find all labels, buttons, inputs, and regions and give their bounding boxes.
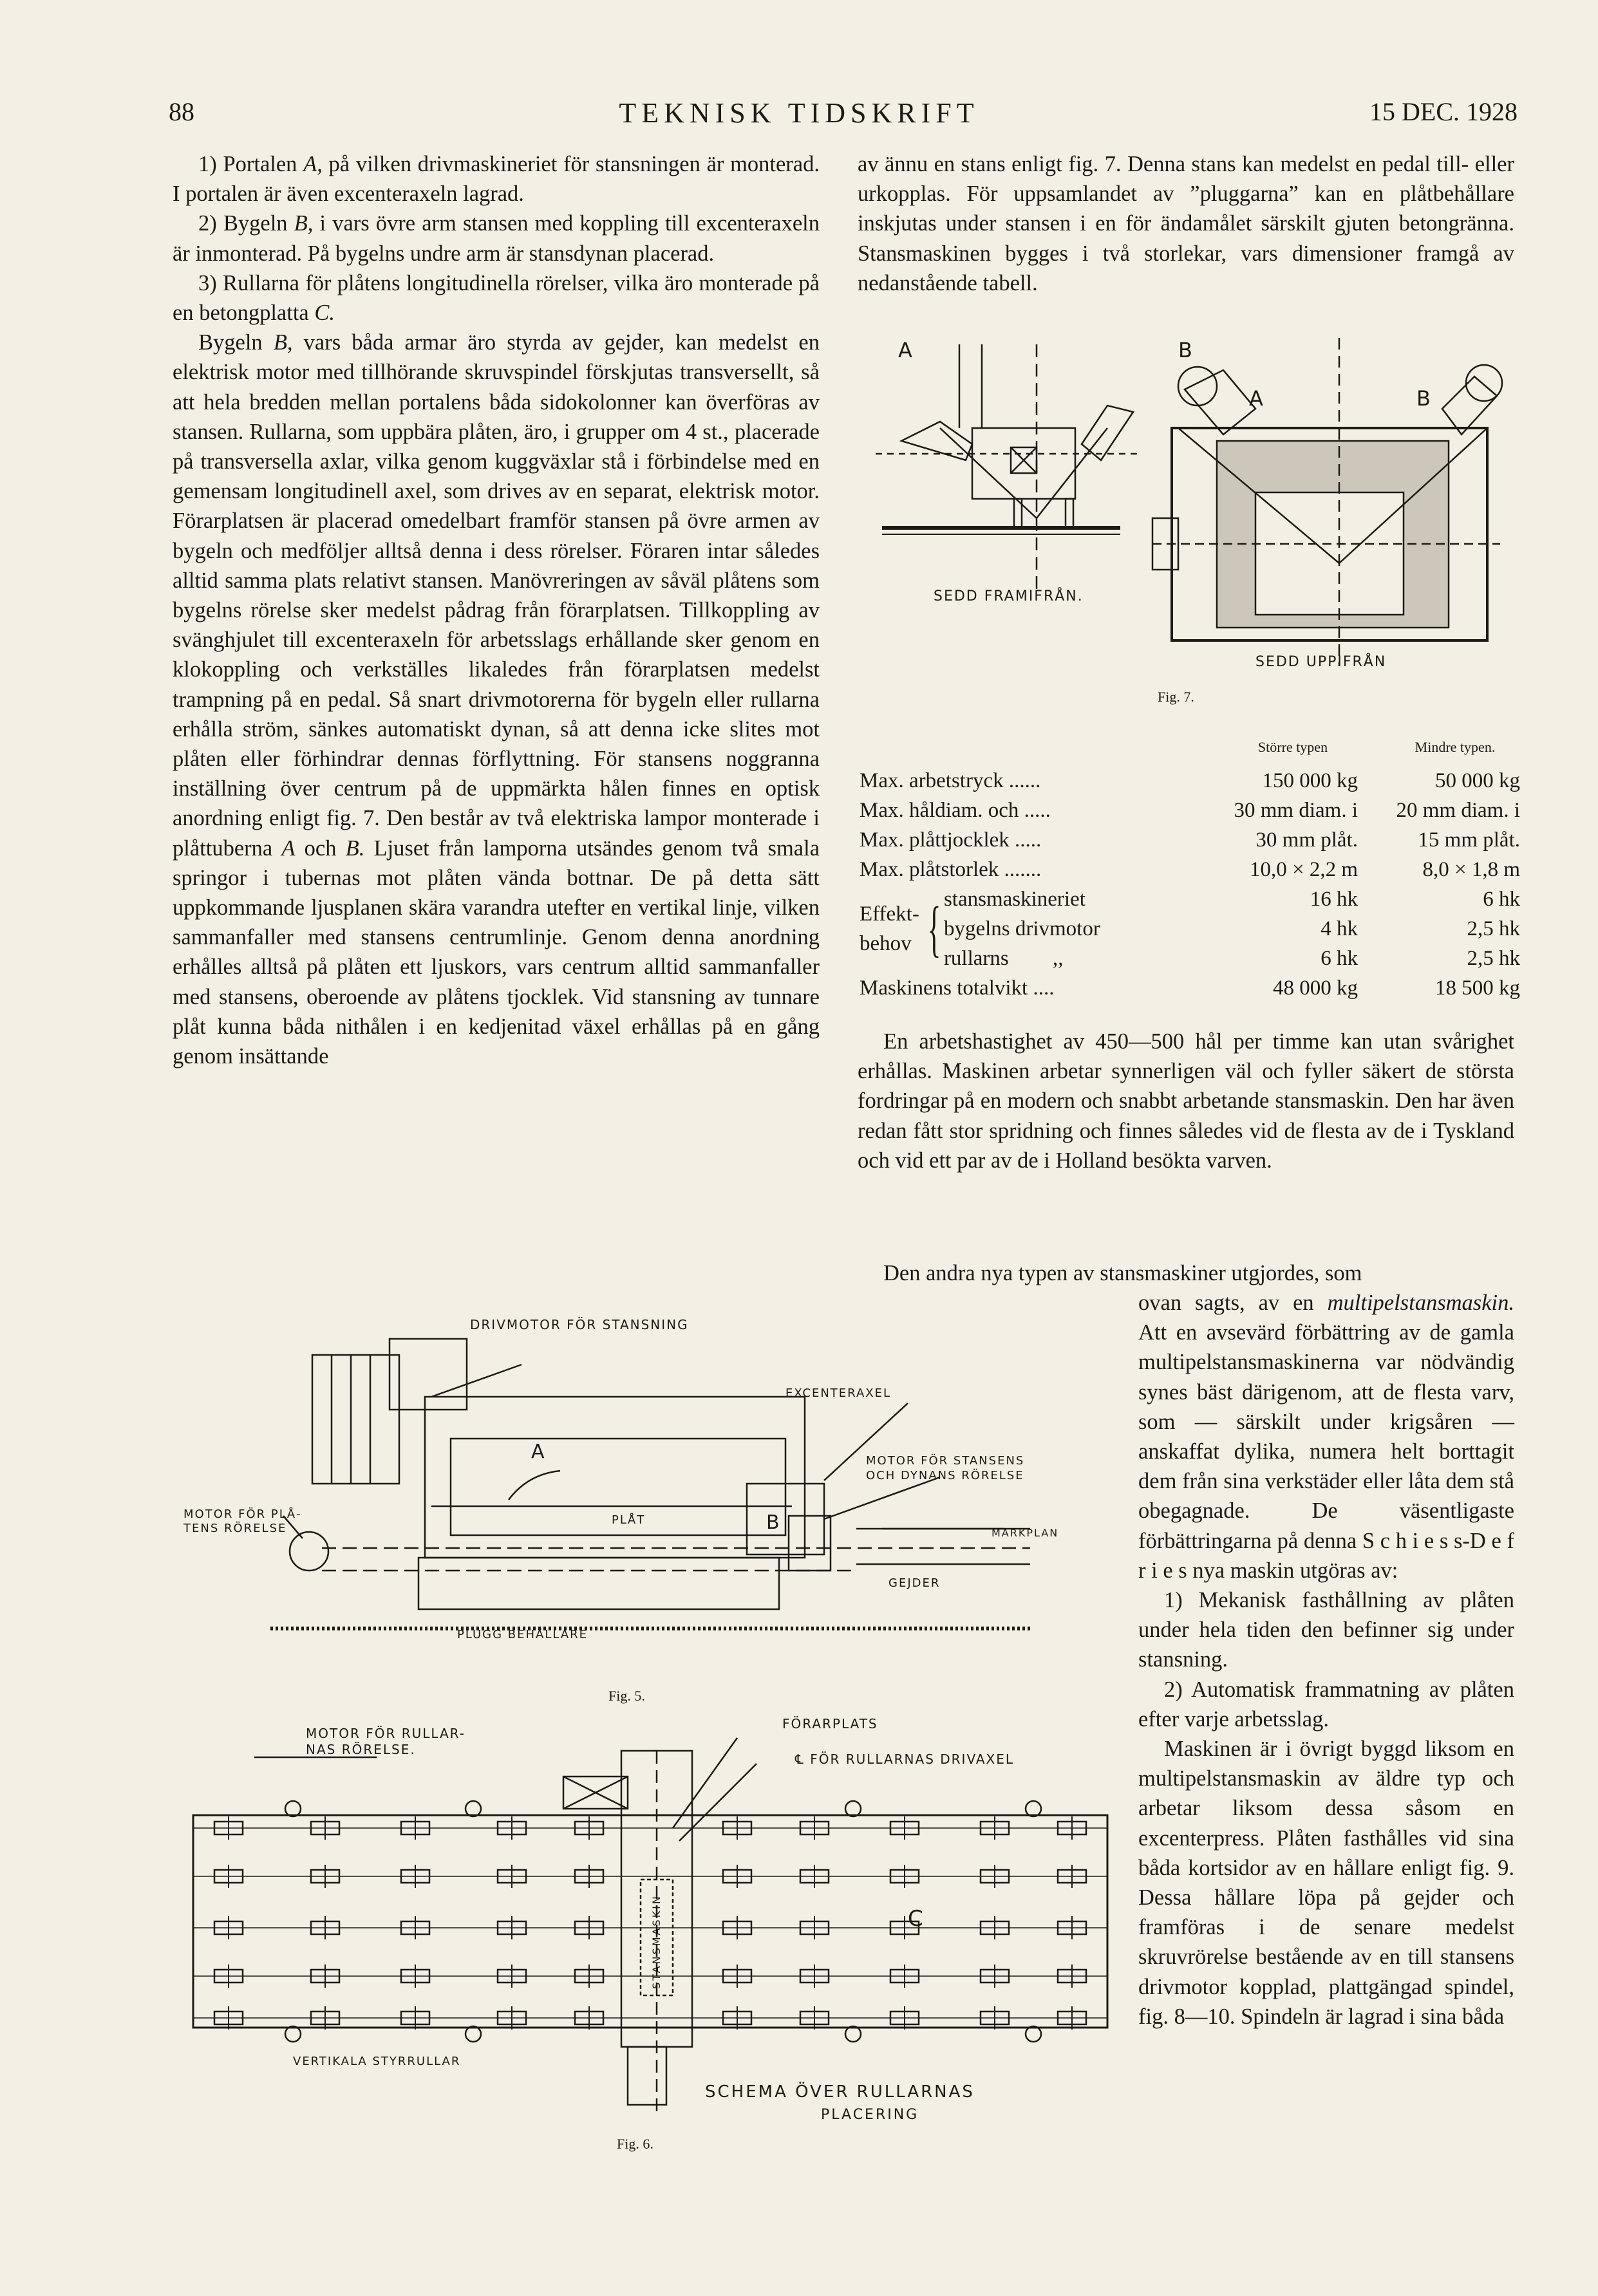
paragraph: 2) Bygeln B, i vars övre arm stansen med koppling till excenteraxeln är inmonterad. På bygelns undre arm är stansdynan placerad. (173, 211, 820, 266)
fig5-label-plat: PLÅT (612, 1513, 646, 1527)
fig6-label-c: C (908, 1906, 923, 1932)
fig6-label-schema: SCHEMA ÖVER RULLARNAS (705, 2082, 975, 2102)
paragraph: Bygeln B, vars båda armar äro styrda av gejder, kan medelst en elektrisk motor med tillhörande skruvspindel förskjutas transversellt, så att hela bredden mellan portalens båda sidokolonner kan överföras av stansen. Rullarna, som uppbära plåten, äro, i grupper om 4 st., placerade på transversella axlar, vilka genom kuggväxlar stå i förbindelse med en gemensam longitudinell axel, som drives av en separat, elektrisk motor. Förarplatsen är placerad omedelbart framför stansen på övre armen av bygeln och medföljer alltså denna i dess rörelser. Föraren intar således alltid samma plats relativt stansen. Manövreringen av såväl plåtens som bygelns rörelse sker medelst pådrag från förarplatsen. Tillkoppling av svänghjulet till excenteraxeln för arbetsslags erhållande sker genom en klokoppling och verkställes likaledes från förarplatsen medelst trampning på en pedal. Så snart drivmotorerna för bygeln eller rullarna erhålla ström, sänkes automatiskt dynan, så att denna icke slites mot plåten eller förhindrar dennas förflyttning. För stansens noggranna inställning över centrum på de uppmärkta hålen finnes en optisk anordning enligt fig. 7. Den består av två elektriska lampor monterade i plåttuberna A och B. Ljuset från lamporna utsändes genom två smala springor i tubernas mot plåten vända bottnar. De på detta sätt uppkommande ljusplanen skära varandra utefter en vertikal linje, vilken sammanfaller med stansens centrumlinje. Genom denna anordning erhålles alltså på plåten ett ljuskors, vars centrum alltid sammanfaller med stansens, oberoende av plåtens tjocklek. Vid stansning av tunnare plåt kunna båda nithålen i en kedjenitad växel erhållas på en gång genom insättande (173, 330, 820, 1069)
paragraph: 2) Automatisk frammatning av plåten efter varje arbetsslag. (1138, 1677, 1514, 1731)
table-row: Effekt- behov { stansmaskineriet bygelns drivmotor rullarns ,, 16 hk 4 hk 6 hk 6 hk 2,5 hk 2,5 hk (860, 884, 1520, 973)
fig7-label-b-front: B (1178, 338, 1192, 362)
fig7-label-b-top: B (1416, 386, 1431, 411)
paragraph: 3) Rullarna för plåtens longitudinella rörelser, vilka äro monterade på en betongplatta C. (173, 270, 820, 326)
effect-row-label: rullarns (943, 947, 1009, 970)
fig7-label-a: A (898, 338, 912, 362)
fig6-label-motor-rullar: MOTOR FÖR RULLAR- (306, 1726, 465, 1741)
paragraph: Den andra nya typen av stansmaskiner utgjordes, som (883, 1261, 1362, 1285)
figure-5-caption: Fig. 5. (608, 1688, 645, 1704)
table-row: Max. plåttjocklek ..... 30 mm plåt. 15 mm plåt. (860, 828, 1520, 852)
fig7-view-front: SEDD FRAMIFRÅN. (934, 588, 1084, 604)
fig5-label-plugg: PLUGG BEHÅLLARE (457, 1628, 588, 1641)
figure-6-drawing (177, 1712, 1117, 2131)
spec-table (860, 732, 1520, 1003)
table-row: Maskinens totalvikt .... 48 000 kg 18 500 kg (860, 976, 1520, 1000)
fig7-view-top: SEDD UPPIFRÅN (1255, 654, 1387, 670)
figure-5-drawing (174, 1307, 1101, 1680)
fig5-label-motor-plat-2: TENS RÖRELSE (183, 1522, 287, 1535)
table-row: Max. plåtstorlek ....... 10,0 × 2,2 m 8,0 × 1,8 m (860, 858, 1520, 881)
page-number: 88 (169, 97, 194, 126)
fig7-label-a-top: A (1249, 386, 1263, 411)
fig6-label-vertikala: VERTIKALA STYRRULLAR (293, 2055, 461, 2068)
right-narrow-column (1138, 1288, 1514, 2031)
fig6-label-drivaxel: ℄ FÖR RULLARNAS DRIVAXEL (795, 1751, 1015, 1767)
paragraph: av ännu en stans enligt fig. 7. Denna stans kan medelst en pedal till- eller urkopplas. För uppsamlandet av ”pluggarna” kan en plåtbehållare inskjutas under stansen i en för ändamålet särskilt gjuten betongränna. Stansmaskinen bygges i två storlekar, vars dimensioner framgå av nedanstående tabell. (858, 152, 1514, 295)
paragraph: ovan sagts, av en multipelstansmaskin. Att en avsevärd förbättring av de gamla multipelstansmaskinerna var nödvändig synes bäst därigenom, att de flesta varv, som — särskilt under krigsåren — anskaffat dylika, numera helt borttagit dem från sina verkstäder eller låta dem stå obegagnade. De väsentligaste förbättringarna på denna S c h i e s s-D e f r i e s nya maskin utgöras av: (1138, 1291, 1514, 1583)
fig5-label-a: A (531, 1441, 545, 1463)
fig6-label-placering: PLACERING (821, 2107, 919, 2123)
table-row: Max. arbetstryck ...... 150 000 kg 50 000 kg (860, 769, 1520, 792)
journal-title: TEKNISK TIDSKRIFT (619, 97, 979, 129)
fig5-label-motor-plat: MOTOR FÖR PLÅ- (183, 1507, 302, 1521)
fig6-label-stansmaskin: STANSMASKIN (650, 1894, 663, 1989)
col-header-small: Mindre typen. (1415, 739, 1496, 755)
right-column-tail (858, 1258, 1514, 1288)
fig6-label-motor-rullar-2: NAS RÖRELSE. (306, 1742, 416, 1757)
fig5-label-motor-stans: MOTOR FÖR STANSENS (866, 1454, 1025, 1468)
effect-row-label: stansmaskineriet (943, 888, 1086, 911)
fig5-label-excenteraxel: EXCENTERAXEL (785, 1386, 891, 1400)
effect-label: Effekt- (860, 902, 919, 926)
figure-6-caption: Fig. 6. (617, 2136, 653, 2152)
left-column-text (173, 149, 820, 1071)
table-row: Max. håldiam. och ..... 30 mm diam. i 20 mm diam. i (860, 799, 1520, 822)
right-column-mid (858, 1027, 1514, 1175)
issue-date: 15 DEC. 1928 (1369, 97, 1518, 126)
fig5-label-drivmotor: DRIVMOTOR FÖR STANSNING (470, 1317, 689, 1332)
fig5-label-gejder: GEJDER (888, 1576, 941, 1590)
effect-row-label: bygelns drivmotor (943, 917, 1100, 940)
fig6-label-forarplats: FÖRARPLATS (782, 1716, 878, 1731)
fig5-label-b: B (766, 1511, 780, 1534)
paragraph: En arbetshastighet av 450—500 hål per timme kan utan svårighet erhållas. Maskinen arbetar synnerligen väl och fyller säkert de största fordringar på en modern och snabbt arbetande stansmaskin. Den har även redan fått stor spridning och finnes således vid de flesta av de i Tyskland och vid ett par av de i Holland besökta varven. (858, 1029, 1514, 1173)
fig5-label-motor-stans-2: OCH DYNANS RÖRELSE (866, 1469, 1024, 1482)
paragraph: 1) Portalen A, på vilken drivmaskineriet för stansningen är monterad. I portalen är även excenteraxeln lagrad. (173, 152, 820, 207)
paragraph: 1) Mekanisk fasthållning av plåten under hela tiden den befinner sig under stansning. (1138, 1588, 1514, 1672)
figure-7-caption: Fig. 7. (1158, 689, 1194, 705)
fig5-label-markplan: MARKPLAN (992, 1527, 1059, 1539)
right-column-intro (858, 149, 1514, 298)
effect-label: behov (860, 932, 912, 955)
brace: { (927, 894, 941, 963)
paragraph: Maskinen är i övrigt byggd liksom en multipelstansmaskin av äldre typ och arbetar liksom dessa såsom en excenterpress. Plåten fasthålles vid sina båda kortsidor av en hållare enligt fig. 9. Dessa hållare löpa på gejder och framföras i de senare medelst skruvrörelse bestående av en till stansens drivmotor kopplad, plattgängad spindel, fig. 8—10. Spindeln är lagrad i sina båda (1138, 1737, 1514, 2029)
figure-7-drawing (863, 331, 1507, 698)
col-header-large: Större typen (1257, 739, 1328, 755)
